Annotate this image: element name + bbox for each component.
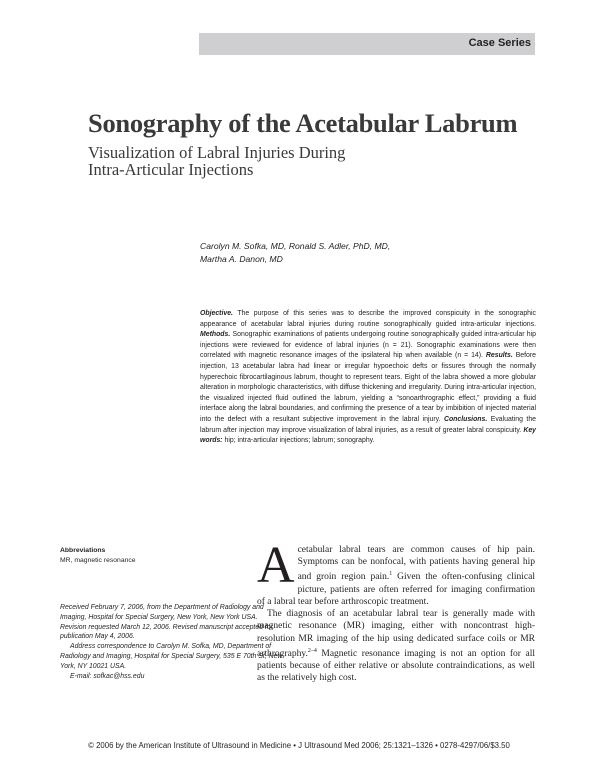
author-line: Carolyn M. Sofka, MD, Ronald S. Adler, PhD, MD, — [200, 241, 391, 251]
reference-superscript[interactable]: 2–4 — [307, 647, 317, 654]
article-subtitle — [88, 144, 488, 178]
abstract-keywords: hip; intra-articular injections; labrum; sonography. — [222, 437, 375, 445]
body-paragraph — [257, 537, 535, 608]
body-text — [257, 537, 535, 685]
subtitle-line: Intra-Articular Injections — [88, 160, 254, 179]
body-text-run: Magnetic resonance imaging is not an option for all patients because of either relative or absolute contraindications, as well as the relatively high cost. — [257, 648, 535, 684]
correspondence: Address correspondence to Carolyn M. Sofka, MD, Department of Radiology and Imaging, Hospital for Special Surgery, 535 E 70th St, New York, NY 10021 USA. — [60, 643, 283, 670]
abbreviations-heading: Abbreviations — [60, 547, 106, 554]
abstract-methods: Sonographic examinations of patients undergoing routine sonographically guided intra-articular hip injections were reviewed for evidence of labral injuries (n = 21). Sonographic examinations were then correlated with magnetic resonance images of the ipsilateral hip when available (n = 14). — [200, 331, 536, 360]
received-main: Received February 7, 2006, from the Department of Radiology and Imaging, Hospital for Special Surgery, New York, New York USA. Revision requested March 12, 2006. Revised manuscript accepted for publication May 4, 2006. — [60, 604, 273, 641]
abstract-conclusions: Evaluating the labrum after injection may improve visualization of labral injuries, as a result of greater labral conspicuity. — [200, 415, 537, 434]
drop-cap: A — [257, 537, 295, 594]
author-list — [200, 240, 390, 265]
author-line: Martha A. Danon, MD — [200, 253, 283, 264]
body-text-run: cetabular labral tears are common causes of hip pain. Symptoms can be nonfocal, with patients having general hip and groin region pain. — [297, 545, 535, 583]
abstract-results-label: Results. — [485, 352, 513, 360]
abstract-keywords-label: Key words: — [200, 426, 536, 445]
received-note — [60, 603, 285, 681]
abbreviations-text: MR, magnetic resonance — [60, 556, 136, 564]
body-paragraph — [257, 608, 535, 684]
subtitle-line: Visualization of Labral Injuries During — [88, 143, 346, 162]
abstract-objective: The purpose of this series was to describe the improved conspicuity in the sonographic appearance of acetabular labral injuries during routine sonographically guided intra-articular injections. — [200, 310, 536, 328]
abstract-methods-label: Methods. — [200, 331, 231, 339]
reference-superscript[interactable]: 1 — [389, 571, 393, 578]
abstract — [200, 309, 536, 447]
body-text-run: Given the often-confusing clinical picture, patients are often referred for imaging confirmation of a labral tear before arthroscopic treatment. — [257, 572, 535, 607]
abstract-results: Before injection, 13 acetabular labra had linear or irregular hypoechoic defts or fissures through the normally hyperechoic fibrocartilaginous labrum, thought to represent tears. Eight of the labra showed a more globular alteration in morphologic characteristics, with diffuse thickening and irregularity. During intra-articular injection, the visualized injected fluid outlined the labrum, yielding a “sonoarthrographic effect,” providing a fluid interface along the labral boundaries, and confirming the presence of a tear by imbibition of injected material into the defect with a resultant subjective improvement in the labral injury. — [200, 352, 536, 423]
email-link[interactable]: E-mail: sofkac@hss.edu — [70, 672, 145, 680]
abstract-objective-label: Objective. — [200, 310, 233, 317]
body-text-run: The diagnosis of an acetabular labral tear is generally made with magnetic resonance (MR) imaging, either with noncontrast high-resolution MR imaging of the hip using dedicated surface coils or MR arthrography. — [257, 609, 535, 659]
section-banner — [199, 33, 535, 55]
section-label: Case Series — [468, 37, 531, 49]
abbreviations-box — [60, 546, 136, 565]
article-title: Sonography of the Acetabular Labrum — [88, 108, 518, 138]
abstract-conclusions-label: Conclusions. — [444, 415, 488, 423]
page-footer: © 2006 by the American Institute of Ultrasound in Medicine • J Ultrasound Med 2006; 25:1321–1326 • 0278-4297/06/$3.50 — [88, 741, 510, 750]
